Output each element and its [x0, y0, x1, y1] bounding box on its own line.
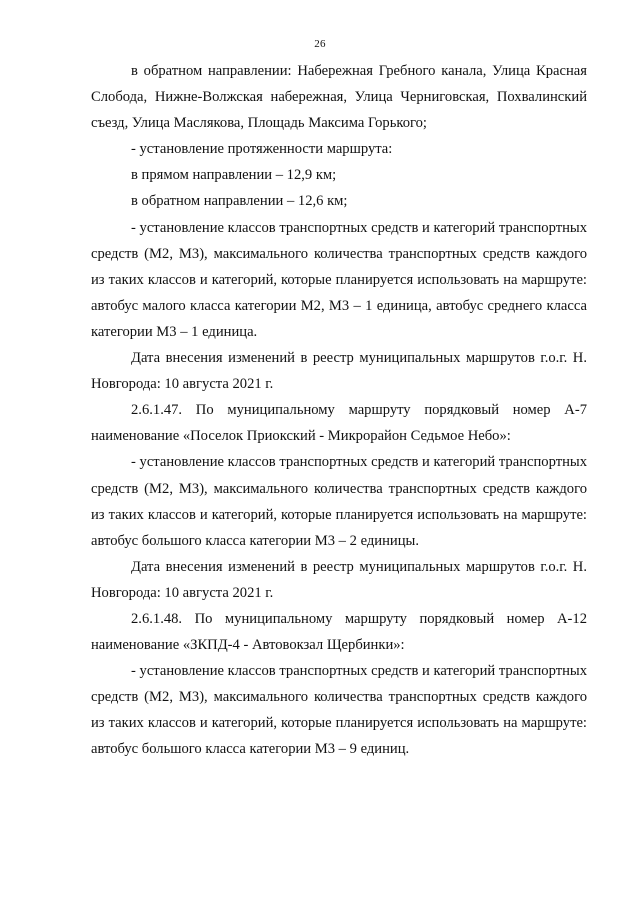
paragraph-forward-length: в прямом направлении – 12,9 км; [131, 167, 337, 184]
paragraph-route-length-heading: - установление протяженности маршрута: [131, 141, 393, 158]
paragraph-route-a7: 2.6.1.47. По муниципальному маршруту порядковый номер А-7 наименование «Поселок Приокский - Микрорайон Седьмое Небо»: [91, 402, 587, 445]
paragraph-reverse-direction-streets: в обратном направлении: Набережная Гребного канала, Улица Красная Слобода, Нижне-Волжская набережная, Улица Черниговская, Похвалинский съезд, Улица Маслякова, Площадь Максима Горького; [91, 63, 587, 132]
paragraph-route-a12: 2.6.1.48. По муниципальному маршруту порядковый номер А-12 наименование «ЗКПД-4 - Автовокзал Щербинки»: [91, 610, 587, 654]
page-number: 26 [314, 38, 326, 50]
paragraph-registry-date: Дата внесения изменений в реестр муниципальных маршрутов г.о.г. Н. Новгорода: 10 августа 2021 г. [91, 350, 587, 393]
paragraph-vehicle-classes: - установление классов транспортных средств и категорий транспортных средств (М2, М3), максимального количества транспортных средств каждого из таких классов и категорий, которые планируется использовать на маршруте: автобус малого класса категории М2, М3 – 1 единица, автобус среднего класса категории М3 – 1 единица. [91, 219, 587, 340]
document-body [91, 58, 587, 763]
paragraph-vehicle-classes-a7: - установление классов транспортных средств и категорий транспортных средств (М2, М3), максимального количества транспортных средств каждого из таких классов и категорий, которые планируется использовать на маршруте: автобус большого класса категории М3 – 2 единицы. [91, 454, 587, 549]
paragraph-vehicle-classes-a12: - установление классов транспортных средств и категорий транспортных средств (М2, М3), максимального количества транспортных средств каждого из таких классов и категорий, которые планируется использовать на маршруте: автобус большого класса категории М3 – 9 единиц. [91, 663, 587, 758]
paragraph-reverse-length: в обратном направлении – 12,6 км; [131, 193, 348, 210]
paragraph-registry-date-a7: Дата внесения изменений в реестр муниципальных маршрутов г.о.г. Н. Новгорода: 10 августа 2021 г. [91, 558, 587, 601]
